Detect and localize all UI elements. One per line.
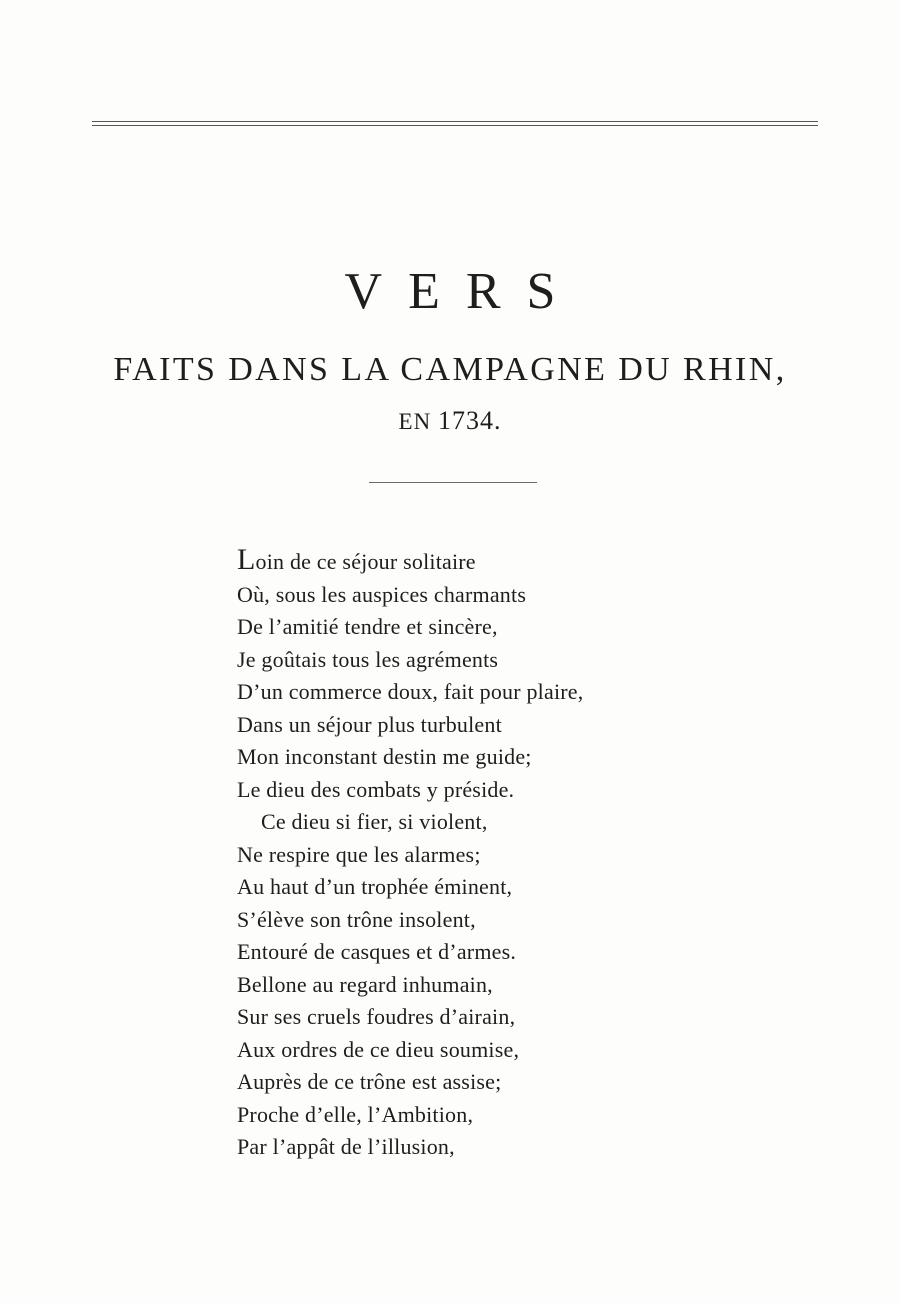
top-double-rule — [92, 121, 818, 126]
poem-verse: Mon inconstant destin me guide; — [237, 744, 532, 769]
date-line — [0, 404, 900, 439]
poem-verse: Dans un séjour plus turbulent — [237, 711, 502, 737]
initial-letter: L — [237, 543, 256, 576]
poem-verse: Ne respire que les alarmes; — [237, 841, 481, 867]
poem-verse: Auprès de ce trône est assise; — [237, 1069, 502, 1094]
poem-verse: Par l’appât de l’illusion, — [237, 1134, 455, 1159]
poem-verse: Je goûtais tous les agréments — [237, 646, 499, 672]
section-divider — [369, 482, 537, 483]
page-subtitle: FAITS DANS LA CAMPAGNE DU RHIN, — [113, 351, 787, 388]
poem-verse: Aux ordres de ce dieu soumise, — [237, 1036, 520, 1062]
poem-verse: S’élève son trône insolent, — [237, 906, 476, 932]
poem-verse: Le dieu des combats y préside. — [237, 776, 515, 802]
poem-verse — [237, 543, 697, 579]
poem-verse: De l’amitié tendre et sincère, — [237, 614, 498, 639]
poem-verse: Entouré de casques et d’armes. — [237, 939, 517, 964]
poem-verse: Où, sous les auspices charmants — [237, 581, 527, 607]
poem-verse: D’un commerce doux, fait pour plaire, — [237, 679, 584, 704]
poem-verse: Proche d’elle, l’Ambition, — [237, 1101, 474, 1127]
date-prefix: EN — [398, 409, 432, 434]
poem-body — [237, 543, 697, 1164]
poem-verse: Sur ses cruels foudres d’airain, — [237, 1004, 516, 1029]
verse-text: oin de ce séjour solitaire — [255, 549, 476, 574]
page-title: VERS — [344, 263, 582, 320]
poem-verse: Bellone au regard inhumain, — [237, 971, 493, 997]
date-year: 1734. — [437, 406, 502, 435]
poem-verse: Ce dieu si fier, si violent, — [261, 809, 488, 834]
poem-verse: Au haut d’un trophée éminent, — [237, 874, 513, 899]
